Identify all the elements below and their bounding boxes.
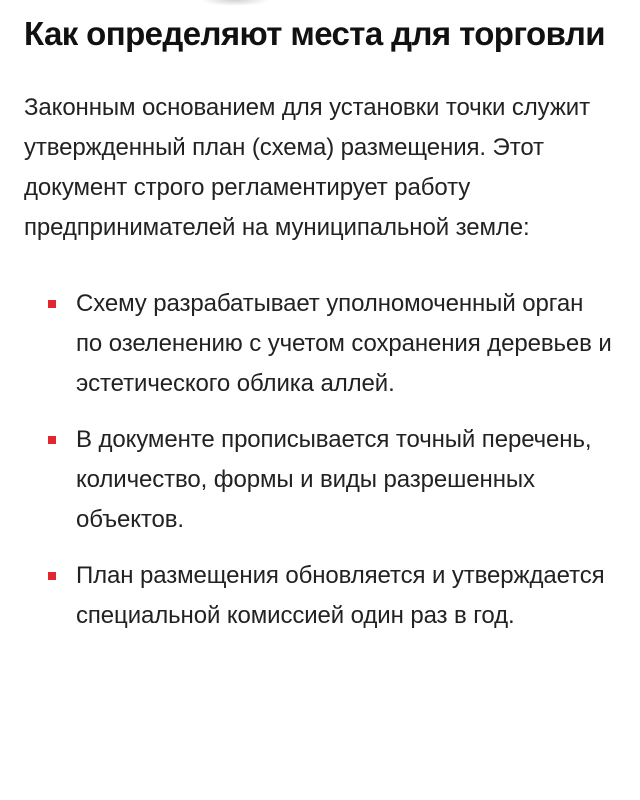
list-item-text: Схему разрабатывает уполномоченный орган по озеленению с учетом сохранения деревьев и эстетического облика аллей. (76, 290, 612, 397)
bullet-list (24, 284, 614, 636)
list-item-text: В документе прописывается точный перечень, количество, формы и виды разрешенных объектов. (76, 426, 592, 533)
article-section (24, 14, 614, 636)
intro-paragraph: Законным основанием для установки точки служит утвержденный план (схема) размещения. Этот документ строго регламентирует работу предпринимателей на муниципальной земле: (24, 94, 590, 241)
list-item-text: План размещения обновляется и утверждается специальной комиссией один раз в год. (76, 562, 605, 629)
bullet-square-icon (48, 572, 56, 580)
section-title: Как определяют места для торговли (24, 15, 605, 52)
top-shadow-decoration (200, 0, 270, 6)
bullet-square-icon (48, 436, 56, 444)
list-item (24, 284, 614, 404)
list-item (24, 556, 614, 636)
bullet-square-icon (48, 300, 56, 308)
list-item (24, 420, 614, 540)
